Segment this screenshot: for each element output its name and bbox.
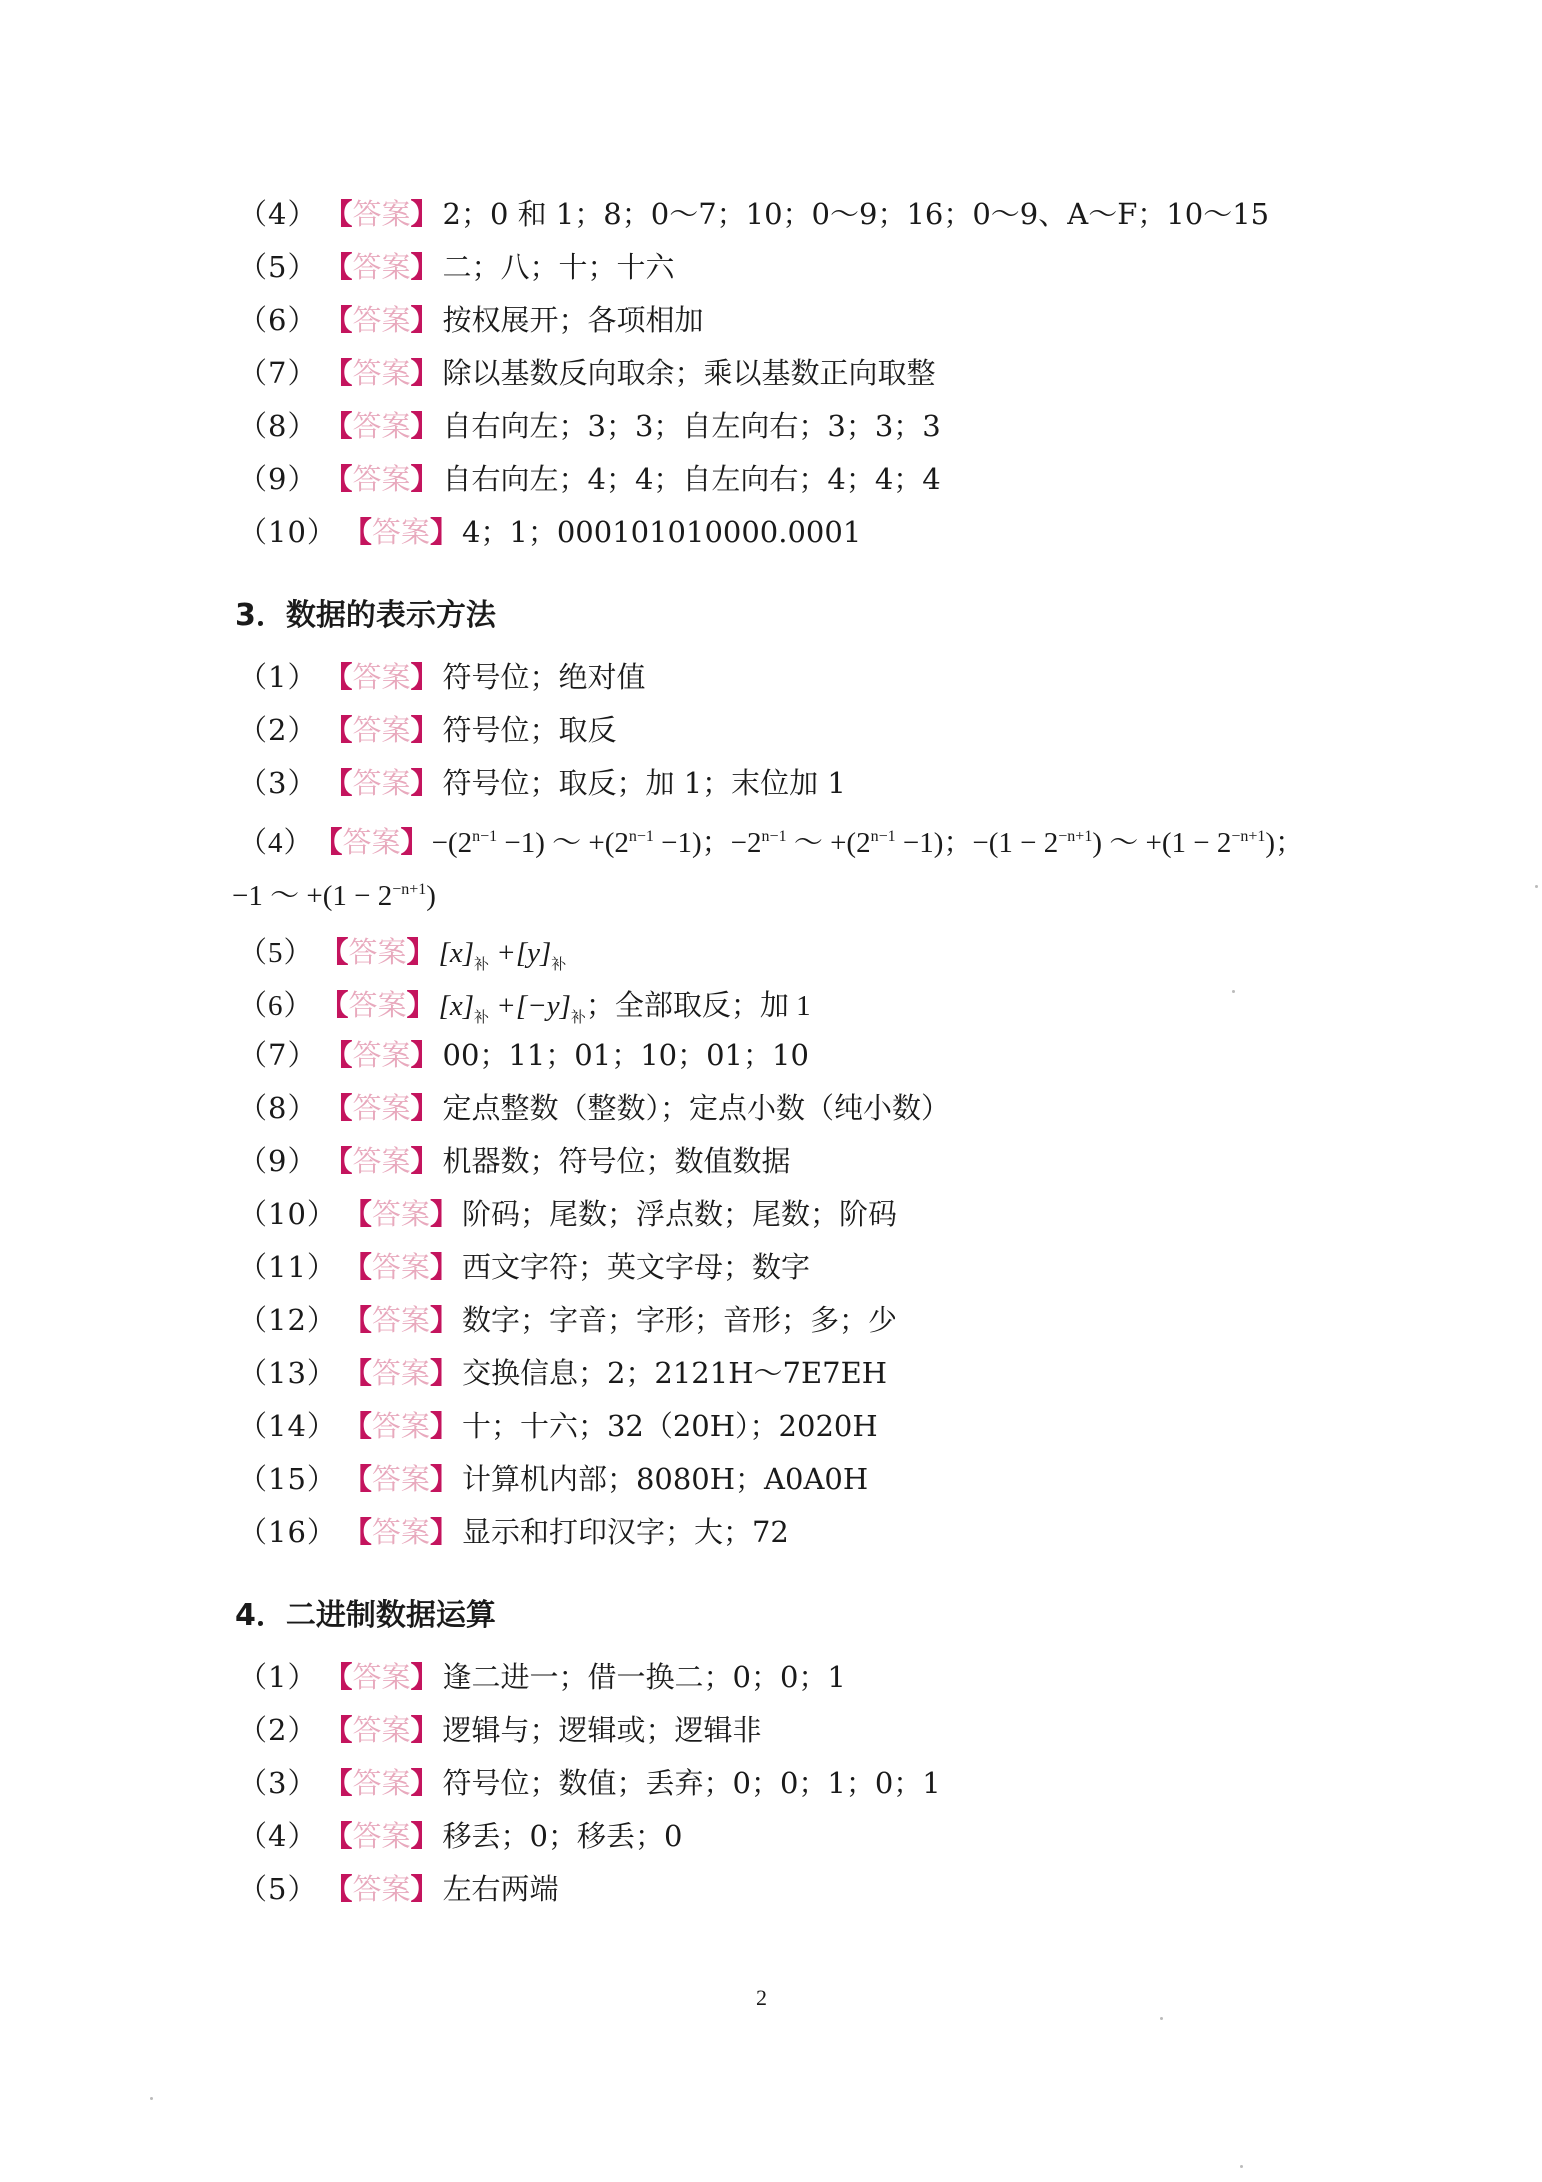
item-number: （2） [238,713,318,747]
answer-text: 符号位；绝对值 [442,660,646,694]
item-number: （14） [238,1409,337,1443]
answer-text: 显示和打印汉字；大；72 [461,1515,789,1549]
answer-tag: 【答案】 [323,356,440,390]
answer-row [238,1812,682,1860]
formula-text: $[x]_补 +[-y]_补$；全部取反；加 1 [438,990,811,1026]
item-number: （9） [238,1144,318,1178]
answer-tag: 【答案】 [323,1660,440,1694]
scan-speck [1160,2017,1163,2020]
scan-speck [150,2097,153,2100]
formula-text: −1 ～ $+(1 - 2^{-n+1})$ [232,880,436,912]
page-number: 2 [756,1985,767,2010]
answer-tag: 【答案】 [319,937,436,969]
answer-tag: 【答案】 [342,1409,459,1443]
item-number: （8） [238,1091,318,1125]
item-number: （16） [238,1515,337,1549]
answer-tag: 【答案】 [313,827,430,859]
answer-row [238,1296,897,1344]
answer-tag: 【答案】 [323,409,440,443]
answer-row [238,1137,791,1185]
answer-tag: 【答案】 [342,1356,459,1390]
answer-tag: 【答案】 [323,766,440,800]
answer-row [238,1349,887,1397]
item-number: （5） [238,1872,318,1906]
item-number: （6） [238,303,318,337]
answer-tag: 【答案】 [323,713,440,747]
item-number: （1） [238,660,318,694]
item-number: （4） [238,827,314,859]
answer-row [238,1508,789,1556]
item-number: （10） [238,1197,337,1231]
answer-text: 自右向左；3；3；自左向右；3；3；3 [442,409,941,443]
answer-row [238,1084,950,1132]
answer-text: 阶码；尾数；浮点数；尾数；阶码 [461,1197,897,1231]
answer-text: 自右向左；4；4；自左向右；4；4；4 [442,462,941,496]
answer-text: 二；八；十；十六 [442,250,675,284]
answer-row [238,1243,810,1291]
answer-tag: 【答案】 [323,1144,440,1178]
scan-speck [1232,990,1235,993]
answer-row [238,1759,941,1807]
answer-tag: 【答案】 [323,1766,440,1800]
answer-tag: 【答案】 [342,1515,459,1549]
answer-text: 符号位；取反；加 1；末位加 1 [442,766,846,800]
item-number: （4） [238,197,318,231]
answer-row [238,190,1269,238]
answer-text: 按权展开；各项相加 [442,303,704,337]
answer-text: 逻辑与；逻辑或；逻辑非 [442,1713,762,1747]
section-heading: 4．二进制数据运算 [235,1598,496,1633]
answer-text: 2；0 和 1；8；0～7；10；0～9；16；0～9、A～F；10～15 [442,197,1270,231]
answer-tag: 【答案】 [342,1303,459,1337]
answer-text: 十；十六；32（20H）；2020H [461,1409,878,1443]
item-number: （12） [238,1303,337,1337]
formula-row [238,982,811,1030]
answer-tag: 【答案】 [323,250,440,284]
item-number: （4） [238,1819,318,1853]
answer-tag: 【答案】 [342,515,459,549]
answer-row [238,653,646,701]
item-number: （10） [238,515,337,549]
answer-text: 机器数；符号位；数值数据 [442,1144,791,1178]
answer-row [238,349,936,397]
answer-text: 4；1；000101010000.0001 [461,515,862,549]
answer-row [238,1455,868,1503]
answer-row [238,1865,559,1913]
answer-text: 交换信息；2；2121H～7E7EH [461,1356,888,1390]
formula-text: $[x]_补 +[y]_补$ [438,937,567,973]
answer-tag: 【答案】 [323,197,440,231]
answer-tag: 【答案】 [319,990,436,1022]
answer-tag: 【答案】 [323,303,440,337]
item-number: （9） [238,462,318,496]
answer-tag: 【答案】 [323,1713,440,1747]
answer-tag: 【答案】 [323,1872,440,1906]
item-number: （11） [238,1250,337,1284]
answer-text: 数字；字音；字形；音形；多；少 [461,1303,897,1337]
answer-row [238,455,941,503]
answer-row [238,1402,878,1450]
answer-text: 除以基数反向取余；乘以基数正向取整 [442,356,936,390]
answer-text: 定点整数（整数）；定点小数（纯小数） [442,1091,951,1125]
item-number: （7） [238,356,318,390]
answer-row [238,706,617,754]
answer-text: 符号位；数值；丢弃；0；0；1；0；1 [442,1766,941,1800]
item-number: （2） [238,1713,318,1747]
answer-row [238,508,861,556]
formula-text: $-(2^{n-1} -1)$ ～ $+(2^{n-1} -1)$；$-2^{n-1}$ ～ $+(2^{n-1} -1)$；$-(1 - 2^{-n+1})$ ～ $+(1 - 2^{-n+1})$； [431,827,1305,859]
scan-speck [1535,885,1538,888]
answer-tag: 【答案】 [323,1819,440,1853]
answer-row [238,243,675,291]
item-number: （8） [238,409,318,443]
answer-tag: 【答案】 [342,1197,459,1231]
item-number: （5） [238,250,318,284]
answer-row [238,1706,762,1754]
answer-row [238,1031,809,1079]
item-number: （3） [238,766,318,800]
answer-tag: 【答案】 [323,1091,440,1125]
answer-row [238,1190,897,1238]
item-number: （5） [238,937,314,969]
item-number: （15） [238,1462,337,1496]
answer-text: 计算机内部；8080H；A0A0H [461,1462,869,1496]
answer-tag: 【答案】 [323,660,440,694]
answer-text: 西文字符；英文字母；数字 [461,1250,810,1284]
answer-row [238,296,704,344]
item-number: （1） [238,1660,318,1694]
answer-tag: 【答案】 [342,1462,459,1496]
answer-tag: 【答案】 [323,462,440,496]
answer-text: 移丢；0；移丢；0 [442,1819,683,1853]
formula-row-continued [232,872,436,920]
answer-row [238,759,846,807]
answer-text: 逢二进一；借一换二；0；0；1 [442,1660,846,1694]
scan-speck [1240,2165,1243,2168]
item-number: （3） [238,1766,318,1800]
answer-row [238,1653,846,1701]
answer-row [238,402,941,450]
item-number: （6） [238,990,314,1022]
section-heading: 3．数据的表示方法 [235,598,496,633]
answer-text: 00；11；01；10；01；10 [442,1038,809,1072]
formula-row [238,819,1304,867]
item-number: （7） [238,1038,318,1072]
formula-row [238,929,566,977]
answer-tag: 【答案】 [323,1038,440,1072]
answer-tag: 【答案】 [342,1250,459,1284]
answer-text: 左右两端 [442,1872,559,1906]
item-number: （13） [238,1356,337,1390]
answer-text: 符号位；取反 [442,713,617,747]
